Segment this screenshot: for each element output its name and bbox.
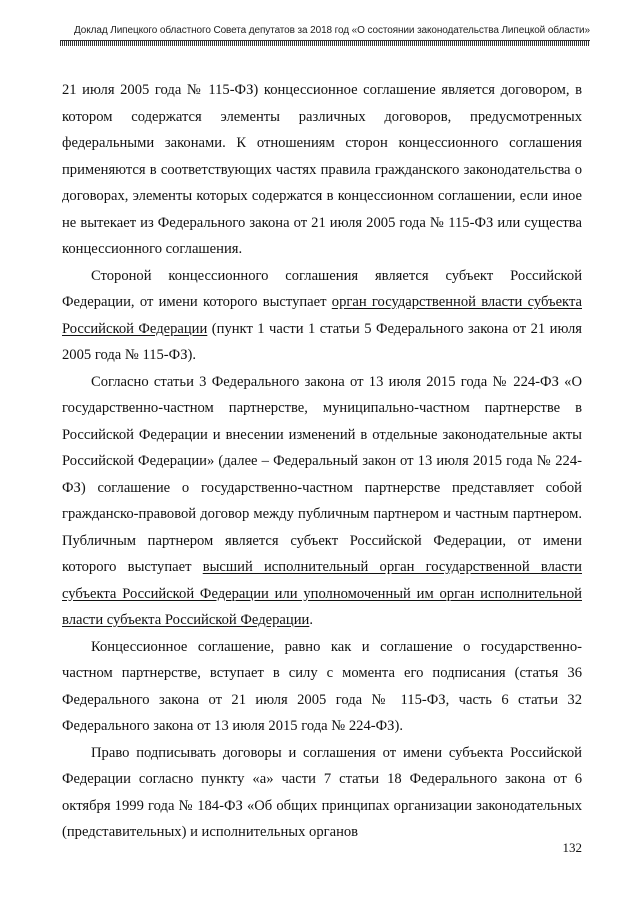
paragraph-text: 21 июля 2005 года № 115-ФЗ) концессионное соглашение является договором, в котором содержатся элементы различных договоров, предусмотренных федеральными законами. К отношениям сторон концессионного соглашения применяются в соответствующих частях правила гражданского законодательства о договорах, элементы которых содержатся в концессионном соглашении, если иное не вытекает из Федерального закона от 21 июля 2005 года № 115-ФЗ или существа концессионного соглашения. bbox=[62, 82, 582, 257]
paragraph-text: (пункт 1 части 1 статьи 5 Федерального закона от 21 июля 2005 года № 115-ФЗ). bbox=[62, 320, 582, 363]
paragraph-text: Право подписывать договоры и соглашения от имени субъекта Российской Федерации согласно пункту «а» части 7 статьи 18 Федерального закона от 6 октября 1999 года № 184-ФЗ «Об общих принципах организации законодательных (представительных) и исполнительных органов bbox=[62, 744, 582, 840]
paragraph-text: . bbox=[309, 612, 313, 628]
body-paragraph bbox=[62, 263, 582, 369]
paragraph-text: Стороной концессионного соглашения является субъект Российской Федерации, от имени которого выступает bbox=[62, 267, 582, 310]
body-paragraph bbox=[62, 740, 582, 846]
underlined-text: высший исполнительный орган государственной власти субъекта Российской Федерации или уполномоченный им орган исполнительной власти субъекта Российской Федерации bbox=[62, 559, 582, 628]
paragraph-text: Согласно статьи 3 Федерального закона от 13 июля 2015 года № 224-ФЗ «О государственно-частном партнерстве, муниципально-частном партнерстве в Российской Федерации и внесении изменений в отдельные законодательные акты Российской Федерации» (далее – Федеральный закон от 13 июля 2015 года № 224-ФЗ) соглашение о государственно-частном партнерстве представляет собой гражданско-правовой договор между публичным партнером и частным партнером. Публичным партнером является субъект Российской Федерации, от имени которого выступает bbox=[62, 373, 582, 575]
running-header: Доклад Липецкого областного Совета депутатов за 2018 год «О состоянии законодательства Липецкой области» bbox=[73, 25, 590, 36]
body-paragraph bbox=[62, 77, 582, 263]
paragraph-text: Концессионное соглашение, равно как и соглашение о государственно-частном партнерстве, вступает в силу с момента его подписания (статья 36 Федерального закона от 21 июля 2005 года № 115-ФЗ, часть 6 статьи 32 Федерального закона от 13 июля 2015 года № 224-ФЗ). bbox=[62, 638, 582, 734]
body-paragraph bbox=[62, 634, 582, 740]
document-body bbox=[62, 77, 582, 846]
header-rule bbox=[60, 40, 590, 46]
underlined-text: орган государственной власти субъекта Российской Федерации bbox=[62, 294, 582, 337]
body-paragraph bbox=[62, 369, 582, 634]
page-number: 132 bbox=[562, 840, 582, 855]
